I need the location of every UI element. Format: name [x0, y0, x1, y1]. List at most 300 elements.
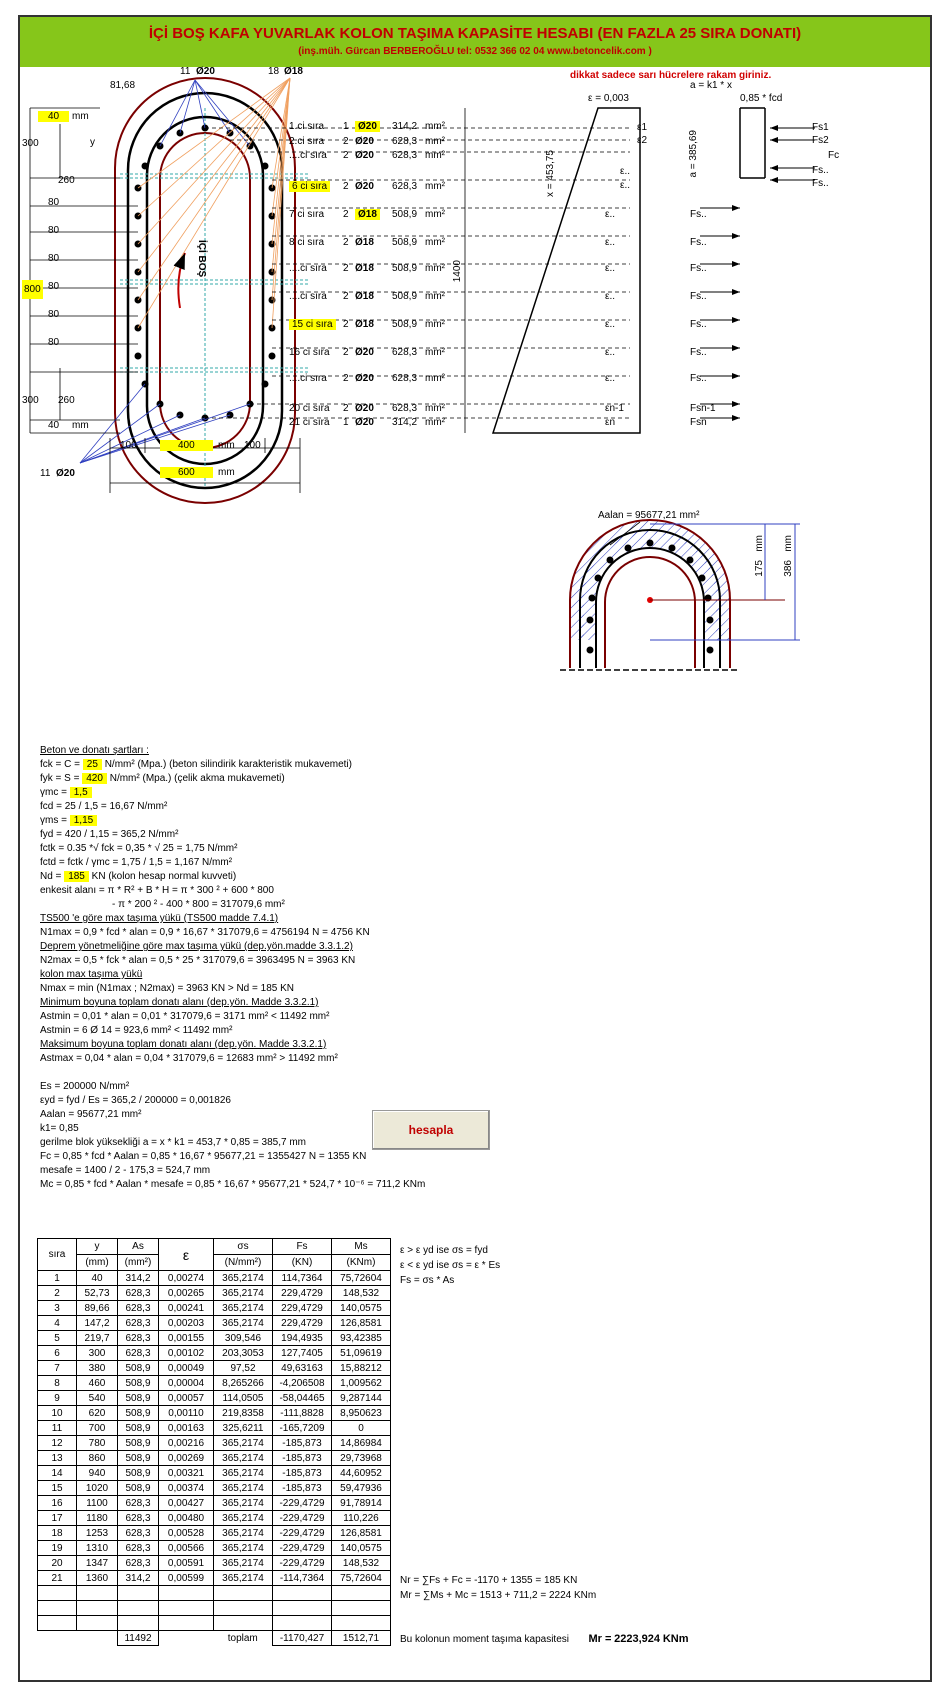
width-600-input[interactable]: 600	[160, 467, 213, 478]
table-cell: 114,7364	[273, 1271, 332, 1286]
area-d386: 386	[783, 560, 794, 577]
table-cell: -58,04465	[273, 1391, 332, 1406]
table-cell: 309,546	[214, 1331, 273, 1346]
table-cell: 628,3	[118, 1331, 159, 1346]
table-cell: 365,2174	[214, 1481, 273, 1496]
table-cell: 508,9	[118, 1451, 159, 1466]
fyk-row	[40, 773, 285, 784]
table-cell: 0,00427	[159, 1496, 214, 1511]
dim-40-bottom: 40	[48, 420, 60, 431]
column-unit: (mm²)	[118, 1255, 159, 1271]
row-bar-count: 2	[343, 150, 349, 161]
table-row	[38, 1346, 391, 1361]
row-bar-dia[interactable]: Ø18	[355, 209, 380, 220]
gmc-row	[40, 787, 92, 798]
table-cell: 51,09619	[332, 1346, 391, 1361]
table-cell: 59,47936	[332, 1481, 391, 1496]
table-cell: 0,00216	[159, 1436, 214, 1451]
area-label: Aalan = 95677,21 mm²	[598, 510, 700, 521]
row-bar-count: 2	[343, 209, 349, 220]
table-cell: 314,2	[118, 1571, 159, 1586]
gms-label: γms =	[40, 815, 67, 826]
final-result	[400, 1633, 689, 1645]
width-100a: 100	[120, 440, 137, 451]
table-cell: 229,4729	[273, 1286, 332, 1301]
width-400-unit: mm	[218, 440, 235, 451]
table-cell: 0,00528	[159, 1526, 214, 1541]
empty-cell	[159, 1586, 214, 1601]
table-cell: 0,00566	[159, 1541, 214, 1556]
fs-dots-a: Fs..	[812, 165, 829, 176]
table-cell: 0,00163	[159, 1421, 214, 1436]
table-row	[38, 1541, 391, 1556]
eps-top: ε = 0,003	[588, 93, 629, 104]
force-label: Fs..	[690, 209, 707, 220]
table-row	[38, 1511, 391, 1526]
dim-80-2: 80	[48, 225, 60, 236]
fc: Fc	[828, 150, 840, 161]
empty-cell	[273, 1586, 332, 1601]
table-row	[38, 1466, 391, 1481]
strain-label: ε..	[620, 166, 631, 177]
dim-8168: 81,68	[110, 80, 136, 91]
results-table-head	[38, 1239, 391, 1271]
table-cell: 540	[77, 1391, 118, 1406]
total-ms: 1512,71	[332, 1631, 391, 1646]
row-unit: mm²	[425, 291, 445, 302]
strain-label: ε..	[605, 373, 616, 384]
row-bar-dia: Ø18	[355, 237, 374, 248]
gmc-label: γmc =	[40, 787, 67, 798]
table-cell: 194,4935	[273, 1331, 332, 1346]
dim-800-input[interactable]: 800	[22, 280, 43, 299]
table-cell: 1253	[77, 1526, 118, 1541]
table-cell: 508,9	[118, 1436, 159, 1451]
fs-dots-b: Fs..	[812, 178, 829, 189]
table-cell: 0,00155	[159, 1331, 214, 1346]
table-cell: -111,8828	[273, 1406, 332, 1421]
table-cell: 940	[77, 1466, 118, 1481]
table-cell: 9	[38, 1391, 77, 1406]
empty-cell	[77, 1616, 118, 1631]
table-row	[38, 1526, 391, 1541]
row-area: 508,9	[392, 237, 418, 248]
row-area: 628,3	[392, 347, 418, 358]
total-label: toplam	[227, 1632, 258, 1644]
calc-title: Beton ve donatı şartları :	[40, 745, 149, 756]
maxb-title: Maksimum boyuna toplam donatı alanı (dep.yön. Madde 3.3.2.1)	[40, 1039, 327, 1050]
area-d175-unit: mm	[754, 535, 765, 552]
cover-top-input[interactable]: 40	[38, 111, 69, 122]
column-header: ε	[159, 1239, 214, 1271]
empty-cell	[214, 1616, 273, 1631]
n2max-line: N2max = 0,5 * fck * alan = 0,5 * 25 * 317079,6 = 3963495 N = 3963 KN	[40, 955, 356, 966]
table-cell: 365,2174	[214, 1511, 273, 1526]
table-cell: 91,78914	[332, 1496, 391, 1511]
inner-label: İÇİ BOŞ	[196, 240, 207, 278]
table-cell: 17	[38, 1511, 77, 1526]
area-d386-unit: mm	[783, 535, 794, 552]
force-label: Fs..	[690, 347, 707, 358]
strain-label: ε..	[605, 319, 616, 330]
bar-bottom-dia: Ø20	[56, 468, 75, 479]
dim-260-top: 260	[58, 175, 75, 186]
table-cell: 380	[77, 1361, 118, 1376]
row-bar-dia[interactable]: Ø20	[355, 121, 380, 132]
row-bar-count: 1	[343, 417, 349, 428]
table-cell: 110,226	[332, 1511, 391, 1526]
table-cell: 93,42385	[332, 1331, 391, 1346]
table-cell: 628,3	[118, 1301, 159, 1316]
mc-line: Mc = 0,85 * fcd * Aalan * mesafe = 0,85 * 16,67 * 95677,21 * 524,7 * 10⁻⁶ = 711,2 KNm	[40, 1179, 426, 1190]
dim-40-unit: mm	[72, 420, 89, 431]
table-cell: 5	[38, 1331, 77, 1346]
section-drawing	[20, 68, 930, 538]
column-unit: (KN)	[273, 1255, 332, 1271]
row-bar-count: 2	[343, 347, 349, 358]
final-mr-value: 2223,924	[614, 1633, 661, 1645]
table-cell: 508,9	[118, 1391, 159, 1406]
table-cell: 126,8581	[332, 1526, 391, 1541]
empty-cell	[332, 1616, 391, 1631]
table-cell: 628,3	[118, 1541, 159, 1556]
fyd-line: fyd = 420 / 1,15 = 365,2 N/mm²	[40, 829, 179, 840]
table-cell: 8,950623	[332, 1406, 391, 1421]
table-cell: 75,72604	[332, 1271, 391, 1286]
table-cell: 628,3	[118, 1286, 159, 1301]
table-row	[38, 1331, 391, 1346]
nd-note: KN (kolon hesap normal kuvveti)	[91, 871, 237, 882]
results-table-body	[38, 1271, 391, 1646]
table-cell: 365,2174	[214, 1301, 273, 1316]
table-cell: -229,4729	[273, 1556, 332, 1571]
row-unit: mm²	[425, 403, 445, 414]
row-unit: mm²	[425, 150, 445, 161]
fctk-line: fctk = 0.35 *√ fck = 0,35 * √ 25 = 1,75 N/mm²	[40, 843, 238, 854]
empty-cell	[38, 1616, 77, 1631]
table-row	[38, 1496, 391, 1511]
row-area: 628,3	[392, 373, 418, 384]
table-row	[38, 1391, 391, 1406]
row-bar-dia: Ø18	[355, 291, 374, 302]
note-1: ε > ε yd ise σs = fyd	[400, 1245, 488, 1256]
row-area: 628,3	[392, 136, 418, 147]
table-cell: 114,0505	[214, 1391, 273, 1406]
dim-80-1: 80	[48, 197, 60, 208]
strain-label: ε..	[605, 237, 616, 248]
table-cell: 126,8581	[332, 1316, 391, 1331]
row-bar-count: 1	[343, 121, 349, 132]
hesapla-button[interactable]: hesapla	[372, 1110, 490, 1150]
table-cell: 0,00004	[159, 1376, 214, 1391]
column-header: y	[77, 1239, 118, 1255]
row-label: ....ci sıra	[289, 373, 327, 384]
empty-cell	[77, 1601, 118, 1616]
dim-80-4: 80	[48, 281, 60, 292]
bar-side-count: 18	[268, 66, 280, 77]
table-cell: 15	[38, 1481, 77, 1496]
row-bar-count: 2	[343, 291, 349, 302]
force-label: Fs..	[690, 319, 707, 330]
fck-label: fck = C =	[40, 759, 81, 770]
page-subtitle: (inş.müh. Gürcan BERBEROĞLU tel: 0532 366 02 04 www.betoncelik.com )	[298, 46, 652, 57]
row-area: 628,3	[392, 150, 418, 161]
table-cell: 18	[38, 1526, 77, 1541]
astmin2-line: Astmin = 6 Ø 14 = 923,6 mm² < 11492 mm²	[40, 1025, 233, 1036]
table-cell: -165,7209	[273, 1421, 332, 1436]
row-bar-dia: Ø20	[355, 136, 374, 147]
table-cell: 1,009562	[332, 1376, 391, 1391]
header-row	[38, 1255, 391, 1271]
table-cell: 365,2174	[214, 1541, 273, 1556]
dim-80-3: 80	[48, 253, 60, 264]
row-label: ....ci sıra	[289, 150, 327, 161]
row-label: 1.ci sıra	[289, 121, 325, 132]
row-label: 16 ci sıra	[289, 347, 330, 358]
fck-row	[40, 759, 352, 770]
row-bar-count: 2	[343, 319, 349, 330]
table-cell: 325,6211	[214, 1421, 273, 1436]
empty-cell	[214, 1601, 273, 1616]
table-cell: 508,9	[118, 1376, 159, 1391]
force-label: Fs..	[690, 291, 707, 302]
table-cell: 620	[77, 1406, 118, 1421]
row-label[interactable]: 6 ci sıra	[289, 181, 330, 192]
row-label: 21 ci sıra	[289, 417, 330, 428]
row-label[interactable]: 15 ci sıra	[289, 319, 336, 330]
column-header: Ms	[332, 1239, 391, 1255]
table-cell: 0,00599	[159, 1571, 214, 1586]
table-cell: 628,3	[118, 1496, 159, 1511]
row-bar-dia: Ø20	[355, 417, 374, 428]
nr-line: Nr = ∑Fs + Fc = -1170 + 1355 = 185 KN	[400, 1575, 578, 1586]
table-cell: 14,86984	[332, 1436, 391, 1451]
table-cell: 140,0575	[332, 1301, 391, 1316]
empty-row	[38, 1616, 391, 1631]
table-row	[38, 1436, 391, 1451]
row-bar-dia: Ø20	[355, 347, 374, 358]
ts500-title: TS500 'e göre max taşıma yükü (TS500 madde 7.4.1)	[40, 913, 279, 924]
table-cell: 0,00110	[159, 1406, 214, 1421]
table-row	[38, 1406, 391, 1421]
table-cell: 219,8358	[214, 1406, 273, 1421]
empty-cell	[273, 1601, 332, 1616]
table-cell: 0,00102	[159, 1346, 214, 1361]
table-cell: 4	[38, 1316, 77, 1331]
table-cell: 365,2174	[214, 1571, 273, 1586]
table-cell: 7	[38, 1361, 77, 1376]
table-cell: 2	[38, 1286, 77, 1301]
table-cell: 11	[38, 1421, 77, 1436]
bar-top-dia: Ø20	[196, 66, 215, 77]
table-cell: 44,60952	[332, 1466, 391, 1481]
table-cell: 147,2	[77, 1316, 118, 1331]
table-cell: 148,532	[332, 1286, 391, 1301]
column-unit: (mm)	[77, 1255, 118, 1271]
table-cell: 19	[38, 1541, 77, 1556]
table-cell: 0,00374	[159, 1481, 214, 1496]
fcd-line: fcd = 25 / 1,5 = 16,67 N/mm²	[40, 801, 168, 812]
area-d175: 175	[754, 560, 765, 577]
table-cell: 628,3	[118, 1556, 159, 1571]
table-cell: -4,206508	[273, 1376, 332, 1391]
table-cell: 365,2174	[214, 1466, 273, 1481]
table-cell: 203,3053	[214, 1346, 273, 1361]
table-cell: 628,3	[118, 1316, 159, 1331]
table-cell: 40	[77, 1271, 118, 1286]
row-bar-dia: Ø18	[355, 319, 374, 330]
table-cell: 460	[77, 1376, 118, 1391]
table-cell: 1100	[77, 1496, 118, 1511]
table-cell: 1347	[77, 1556, 118, 1571]
astmax-line: Astmax = 0,04 * alan = 0,04 * 317079,6 = 12683 mm² > 11492 mm²	[40, 1053, 338, 1064]
table-row	[38, 1451, 391, 1466]
table-row	[38, 1271, 391, 1286]
warning-text: dikkat sadece sarı hücrelere rakam giriniz.	[570, 70, 772, 81]
dep-title: Deprem yönetmeliğine göre max taşıma yükü (dep.yön.madde 3.3.1.2)	[40, 941, 353, 952]
table-row	[38, 1301, 391, 1316]
row-unit: mm²	[425, 319, 445, 330]
table-cell: 0,00203	[159, 1316, 214, 1331]
table-cell: 508,9	[118, 1481, 159, 1496]
strain-label: ε..	[620, 180, 631, 191]
row-unit: mm²	[425, 373, 445, 384]
fctd-line: fctd = fctk / γmc = 1,75 / 1,5 = 1,167 N/mm²	[40, 857, 233, 868]
eps1: ε1	[637, 122, 648, 133]
row-label: 7 ci sıra	[289, 209, 325, 220]
fyk-input[interactable]: 420	[82, 773, 107, 784]
column-header: sıra	[38, 1239, 77, 1271]
empty-cell	[332, 1586, 391, 1601]
column-header: As	[118, 1239, 159, 1255]
table-cell: 29,73968	[332, 1451, 391, 1466]
empty-row	[38, 1601, 391, 1616]
row-unit: mm²	[425, 181, 445, 192]
empty-cell	[273, 1616, 332, 1631]
row-label: 8 ci sıra	[289, 237, 325, 248]
dim-80-5: 80	[48, 309, 60, 320]
table-cell: 860	[77, 1451, 118, 1466]
table-cell: 365,2174	[214, 1556, 273, 1571]
table-cell: 365,2174	[214, 1271, 273, 1286]
table-cell: 314,2	[118, 1271, 159, 1286]
empty-cell	[332, 1601, 391, 1616]
table-cell: 700	[77, 1421, 118, 1436]
dim-80-6: 80	[48, 337, 60, 348]
total-row	[38, 1631, 391, 1646]
table-row	[38, 1376, 391, 1391]
fc-line: Fc = 0,85 * fcd * Aalan = 0,85 * 16,67 * 95677,21 = 1355427 N = 1355 KN	[40, 1151, 367, 1162]
table-cell: 1180	[77, 1511, 118, 1526]
table-cell: 127,7405	[273, 1346, 332, 1361]
row-label: ....ci sıra	[289, 291, 327, 302]
table-cell: 97,52	[214, 1361, 273, 1376]
table-cell: 0,00049	[159, 1361, 214, 1376]
table-cell: 365,2174	[214, 1316, 273, 1331]
row-unit: mm²	[425, 209, 445, 220]
table-cell: 229,4729	[273, 1316, 332, 1331]
empty-cell	[38, 1586, 77, 1601]
row-unit: mm²	[425, 263, 445, 274]
table-cell: 15,88212	[332, 1361, 391, 1376]
strain-label: ε..	[605, 209, 616, 220]
table-cell: 628,3	[118, 1511, 159, 1526]
nd-input[interactable]: 185	[64, 871, 89, 882]
table-cell: 508,9	[118, 1406, 159, 1421]
nd-row	[40, 871, 236, 882]
force-label: Fs..	[690, 373, 707, 384]
table-row	[38, 1316, 391, 1331]
gmc-input[interactable]: 1,5	[70, 787, 92, 798]
table-cell: 365,2174	[214, 1436, 273, 1451]
table-cell: 1360	[77, 1571, 118, 1586]
table-cell: 1310	[77, 1541, 118, 1556]
column-header: σs	[214, 1239, 273, 1255]
table-cell: 20	[38, 1556, 77, 1571]
gms-input[interactable]: 1,15	[70, 815, 97, 826]
force-label: Fsn	[690, 417, 707, 428]
mr-line: Mr = ∑Ms + Mc = 1513 + 711,2 = 2224 KNm	[400, 1590, 597, 1601]
row-area: 314,2	[392, 417, 418, 428]
row-area: 508,9	[392, 319, 418, 330]
column-header: Fs	[273, 1239, 332, 1255]
a-eq: a = k1 * x	[690, 80, 732, 91]
aalan-line: Aalan = 95677,21 mm²	[40, 1109, 142, 1120]
row-bar-count: 2	[343, 136, 349, 147]
header-row	[38, 1239, 391, 1255]
a-value: a = 385,69	[688, 130, 699, 178]
table-cell: 1020	[77, 1481, 118, 1496]
strain-label: εn	[605, 417, 616, 428]
table-cell: 0,00269	[159, 1451, 214, 1466]
empty-cell	[118, 1586, 159, 1601]
width-400-input[interactable]: 400	[160, 440, 213, 451]
gbl-line: gerilme blok yüksekliği a = x * k1 = 453,7 * 0,85 = 385,7 mm	[40, 1137, 306, 1148]
dim-260-bottom: 260	[58, 395, 75, 406]
table-cell: -229,4729	[273, 1526, 332, 1541]
table-cell: -185,873	[273, 1466, 332, 1481]
table-row	[38, 1481, 391, 1496]
bar-bottom-count: 11	[40, 468, 51, 479]
table-cell: 0	[332, 1421, 391, 1436]
total-fs: -1170,427	[273, 1631, 332, 1646]
final-mr-label: Mr =	[588, 1633, 612, 1645]
row-label: 20 ci sıra	[289, 403, 330, 414]
note-2: ε < ε yd ise σs = ε * Es	[400, 1260, 501, 1271]
final-mr-unit: KNm	[662, 1633, 689, 1645]
final-label: Bu kolonun moment taşıma kapasitesi	[400, 1634, 569, 1645]
eyd-line: εyd = fyd / Es = 365,2 / 200000 = 0,001826	[40, 1095, 231, 1106]
table-cell: 0,00057	[159, 1391, 214, 1406]
strain-label: ε..	[605, 263, 616, 274]
fyk-note: N/mm² (Mpa.) (çelik akma mukavemeti)	[109, 773, 285, 784]
table-row	[38, 1361, 391, 1376]
table-cell: -229,4729	[273, 1541, 332, 1556]
table-cell: 0,00274	[159, 1271, 214, 1286]
table-cell: 0,00591	[159, 1556, 214, 1571]
fck-note: N/mm² (Mpa.) (beton silindirik karakteristik mukavemeti)	[104, 759, 352, 770]
astmin1-line: Astmin = 0,01 * alan = 0,01 * 317079,6 = 3171 mm² < 11492 mm²	[40, 1011, 330, 1022]
table-cell: 9,287144	[332, 1391, 391, 1406]
fck-input[interactable]: 25	[83, 759, 102, 770]
table-cell: 219,7	[77, 1331, 118, 1346]
table-cell: 52,73	[77, 1286, 118, 1301]
table-row	[38, 1286, 391, 1301]
force-label: Fsn-1	[690, 403, 716, 414]
area-line-1: enkesit alanı = π * R² + B * H = π * 300 ² + 600 * 800	[40, 885, 274, 896]
table-cell: 628,3	[118, 1346, 159, 1361]
total-empty	[159, 1631, 214, 1646]
